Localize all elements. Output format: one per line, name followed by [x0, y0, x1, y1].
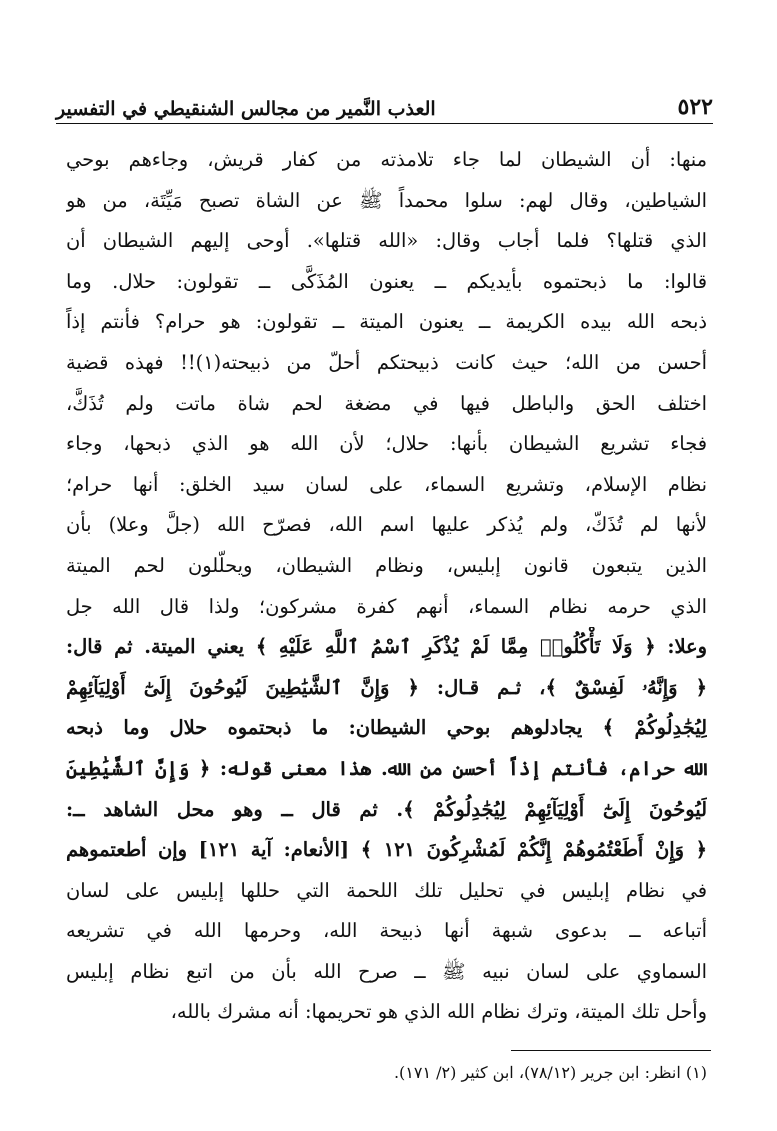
text-line: الذي قتلها؟ فلما أجاب وقال: «الله قتلها». أوحى إليهم الشيطان أن	[66, 229, 707, 253]
quran-line: ﴿ وَإِنَّهُۥ لَفِسْقٌ ﴾، ثـم قـال: ﴿ وَإِنَّ ٱلشَّيَٰطِينَ لَيُوحُونَ إِلَىٰٓ أَوْلِيَآئِهِمْ	[66, 675, 707, 699]
page-number: ٥٢٢	[677, 94, 713, 120]
text-line: نظام الإسلام، وتشريع السماء، على لسان سيد الخلق: أنها حرام؛	[66, 472, 707, 496]
text-line: اختلف الحق والباطل فيها في مضغة لحم شاة ماتت ولم تُذَكَّ،	[66, 391, 707, 415]
running-title: العذب النَّمير من مجالس الشنقيطي في التفسير	[56, 98, 436, 120]
text-line: في نظام إبليس في تحليل تلك اللحمة التي حللها إبليس على لسان	[66, 878, 707, 902]
text-line: قالوا: ما ذبحتموه بأيديكم ــ يعنون المُذَكَّى ــ تقولون: حلال. وما	[66, 269, 707, 293]
quran-line: لِيُجَٰدِلُوكُمْ ﴾ يجادلوهم بوحي الشيطان: ما ذبحتموه حلال وما ذبحه	[66, 716, 707, 740]
text-line: فجاء تشريع الشيطان بأنها: حلال؛ لأن الله هو الذي ذبحها، وجاء	[66, 432, 707, 456]
text-line: الشياطين، وقال لهم: سلوا محمداً ﷺ عن الشاة تصبح مَيِّتَة، من هو	[66, 188, 707, 212]
text-line: أحسن من الله؛ حيث كانت ذبيحتكم أحلّ من ذبيحته(١)!! فهذه قضية	[66, 350, 707, 374]
footnote: (١) انظر: ابن جرير (٧٨/١٢)، ابن كثير (٢/ ١٧١).	[393, 1063, 707, 1082]
text-line: أتباعه ــ بدعوى شبهة أنها ذبيحة الله، وحرمها الله في تشريعه	[66, 919, 707, 943]
running-header	[56, 86, 713, 120]
text-line: الذي حرمه نظام السماء، أنهم كفرة مشركون؛ ولذا قال الله جل	[66, 594, 707, 618]
quran-line: الله حرام، فأنتم إذاً أحسن من الله. هذا معنى قوله: ﴿ وَإِنَّ ٱلشَّيَٰطِينَ	[66, 756, 707, 780]
text-line: وأحل تلك الميتة، وترك نظام الله الذي هو تحريمها: أنه مشرك بالله،	[170, 1000, 707, 1024]
quran-line: ﴿ وَإِنْ أَطَعْتُمُوهُمْ إِنَّكُمْ لَمُشْرِكُونَ ١٢١ ﴾ [الأنعام: آية ١٢١] وإن أطعتموهم	[66, 838, 707, 862]
text-line: ذبحه الله بيده الكريمة ــ يعنون الميتة ــ تقولون: هو حرام؟ فأنتم إذاً	[66, 310, 707, 334]
header-divider	[56, 123, 713, 124]
text-line: الذين يتبعون قانون إبليس، ونظام الشيطان، ويحلّلون لحم الميتة	[66, 553, 707, 577]
text-line: السماوي على لسان نبيه ﷺ ــ صرح الله بأن من اتبع نظام إبليس	[66, 959, 707, 983]
quran-line: وعلا: ﴿ وَلَا تَأْكُلُوا۟ مِمَّا لَمْ يُذْكَرِ ٱسْمُ ٱللَّهِ عَلَيْهِ ﴾ يعني الميتة. ثم قال:	[66, 635, 707, 659]
text-line: منها: أن الشيطان لما جاء تلامذته من كفار قريش، وجاءهم بوحي	[66, 148, 707, 171]
quran-line: لَيُوحُونَ إِلَىٰٓ أَوْلِيَآئِهِمْ لِيُجَٰدِلُوكُمْ ﴾. ثم قال ــ وهو محل الشاهد ــ:	[66, 797, 707, 821]
footnote-divider	[511, 1050, 711, 1051]
text-line: لأنها لم تُذَكّ، ولم يُذكر عليها اسم الله، فصرّح الله (جلَّ وعلا) بأن	[66, 513, 707, 537]
body-text	[66, 140, 707, 1033]
